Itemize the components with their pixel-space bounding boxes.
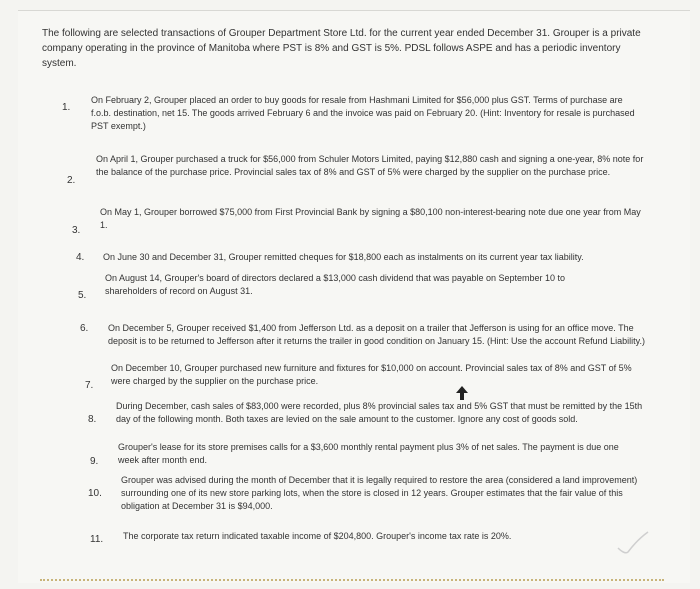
item-text-2: On April 1, Grouper purchased a truck for $56,000 from Schuler Motors Limited, paying $12,880 cash and signing a one-year, 8% note for the balance of the purchase price. Provincial sales tax of 8% and GST of 5% were charged by the supplier on the purchase price. (96, 154, 644, 177)
item-text-8: During December, cash sales of $83,000 were recorded, plus 8% provincial sales tax and 5% GST that must be remitted by the 15th day of the following month. Both taxes are levied on the sale amount to the customer. Ignore any cost of goods sold. (116, 401, 643, 424)
item-number-8: 8. (88, 414, 97, 425)
item-text-3: On May 1, Grouper borrowed $75,000 from First Provincial Bank by signing a $80,100 non-interest-bearing note due one year from May 1. (100, 207, 641, 230)
item-number-11: 11. (90, 534, 104, 545)
item-number-9: 9. (90, 456, 99, 467)
pen-check-mark-icon (616, 530, 650, 556)
item-text-10: Grouper was advised during the month of December that it is legally required to restore the area (considered a land improvement) surrounding one of its new store parking lots, when the store is closed in 12 years. Grouper estimates that the fair value of this obligation at December 31 is $94,000. (121, 475, 638, 511)
item-number-6: 6. (80, 323, 89, 334)
intro-paragraph: The following are selected transactions of Grouper Department Store Ltd. for the current year ended December 31. Grouper is a private company operating in the province of Manitoba where PST is 8% and GST is 5%. PDSL follows ASPE and has a periodic inventory system. (42, 28, 641, 69)
item-number-10: 10. (88, 488, 102, 499)
item-text-6: On December 5, Grouper received $1,400 from Jefferson Ltd. as a deposit on a trailer that Jefferson is using for an office move. The deposit is to be returned to Jefferson after it returns the trailer in good condition on January 15. (Hint: Use the account Refund Liability.) (108, 323, 645, 346)
item-text-9: Grouper's lease for its store premises calls for a $3,600 monthly rental payment plus 3% of net sales. The payment is due one week after month end. (118, 442, 619, 465)
dotted-divider (40, 579, 664, 581)
item-text-7: On December 10, Grouper purchased new furniture and fixtures for $10,000 on account. Provincial sales tax of 8% and GST of 5% were charged by the supplier on the purchase price. (111, 363, 632, 386)
item-text-4: On June 30 and December 31, Grouper remitted cheques for $18,800 each as instalments on its current year tax liability. (103, 252, 584, 262)
item-text-5: On August 14, Grouper's board of directors declared a $13,000 cash dividend that was payable on September 10 to shareholders of record on August 31. (105, 273, 566, 296)
item-number-1: 1. (62, 102, 71, 113)
mouse-pointer-icon (456, 386, 468, 400)
item-number-7: 7. (85, 380, 94, 391)
item-number-3: 3. (72, 225, 81, 236)
item-number-4: 4. (76, 252, 85, 263)
item-text-1: On February 2, Grouper placed an order to buy goods for resale from Hashmani Limited for $56,000 plus GST. Terms of purchase are f.o.b. destination, net 15. The goods arrived February 6 and the invoice was paid on February 20. (Hint: Inventory for resale is purchased PST exempt.) (91, 95, 635, 131)
item-number-5: 5. (78, 290, 87, 301)
item-number-2: 2. (67, 175, 76, 186)
item-text-11: The corporate tax return indicated taxable income of $204,800. Grouper's income tax rate is 20%. (123, 531, 512, 541)
